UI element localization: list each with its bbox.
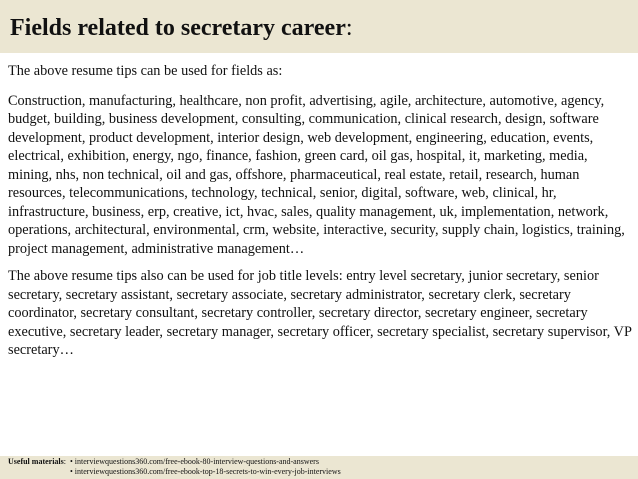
footer-band (0, 456, 638, 479)
content-body (8, 62, 632, 360)
page-title-text: Fields related to secretary career (10, 15, 346, 41)
footer-row-1 (8, 457, 319, 467)
footer-label-separator: : (63, 457, 66, 466)
footer-label: Useful materials (8, 457, 64, 466)
footer-link-2[interactable]: • interviewquestions360.com/free-ebook-top-18-secrets-to-win-every-job-interviews (70, 467, 341, 476)
footer-link-1[interactable]: • interviewquestions360.com/free-ebook-80-interview-questions-and-answers (70, 457, 319, 466)
page-title (10, 14, 353, 42)
intro-paragraph: The above resume tips can be used for fields as: (8, 63, 283, 79)
page-title-colon: : (345, 15, 353, 41)
job-levels-paragraph: The above resume tips also can be used for job title levels: entry level secretary, junior secretary, senior secretary, secretary assistant, secretary associate, secretary administrator, secretary clerk, secretary coordinator, secretary consultant, secretary controller, secretary director, secretary engineer, secretary executive, secretary leader, secretary manager, secretary officer, secretary specialist, secretary supervisor, VP secretary… (8, 268, 632, 358)
header-band (0, 0, 638, 53)
fields-paragraph: Construction, manufacturing, healthcare, non profit, advertising, agile, architecture, automotive, agency, budget, building, business development, consulting, communication, clinical research, design, software development, product development, interior design, web development, engineering, education, events, electrical, exhibition, energy, ngo, finance, fashion, green card, oil gas, hospital, it, marketing, media, mining, nhs, non technical, oil and gas, offshore, pharmaceutical, real estate, retail, research, human resources, telecommunications, technology, technical, senior, digital, software, web, clinical, hr, infrastructure, business, erp, creative, ict, hvac, sales, quality management, uk, implementation, network, operations, architectural, environmental, crm, website, interactive, security, supply chain, logistics, training, project management, administrative management… (8, 92, 625, 257)
